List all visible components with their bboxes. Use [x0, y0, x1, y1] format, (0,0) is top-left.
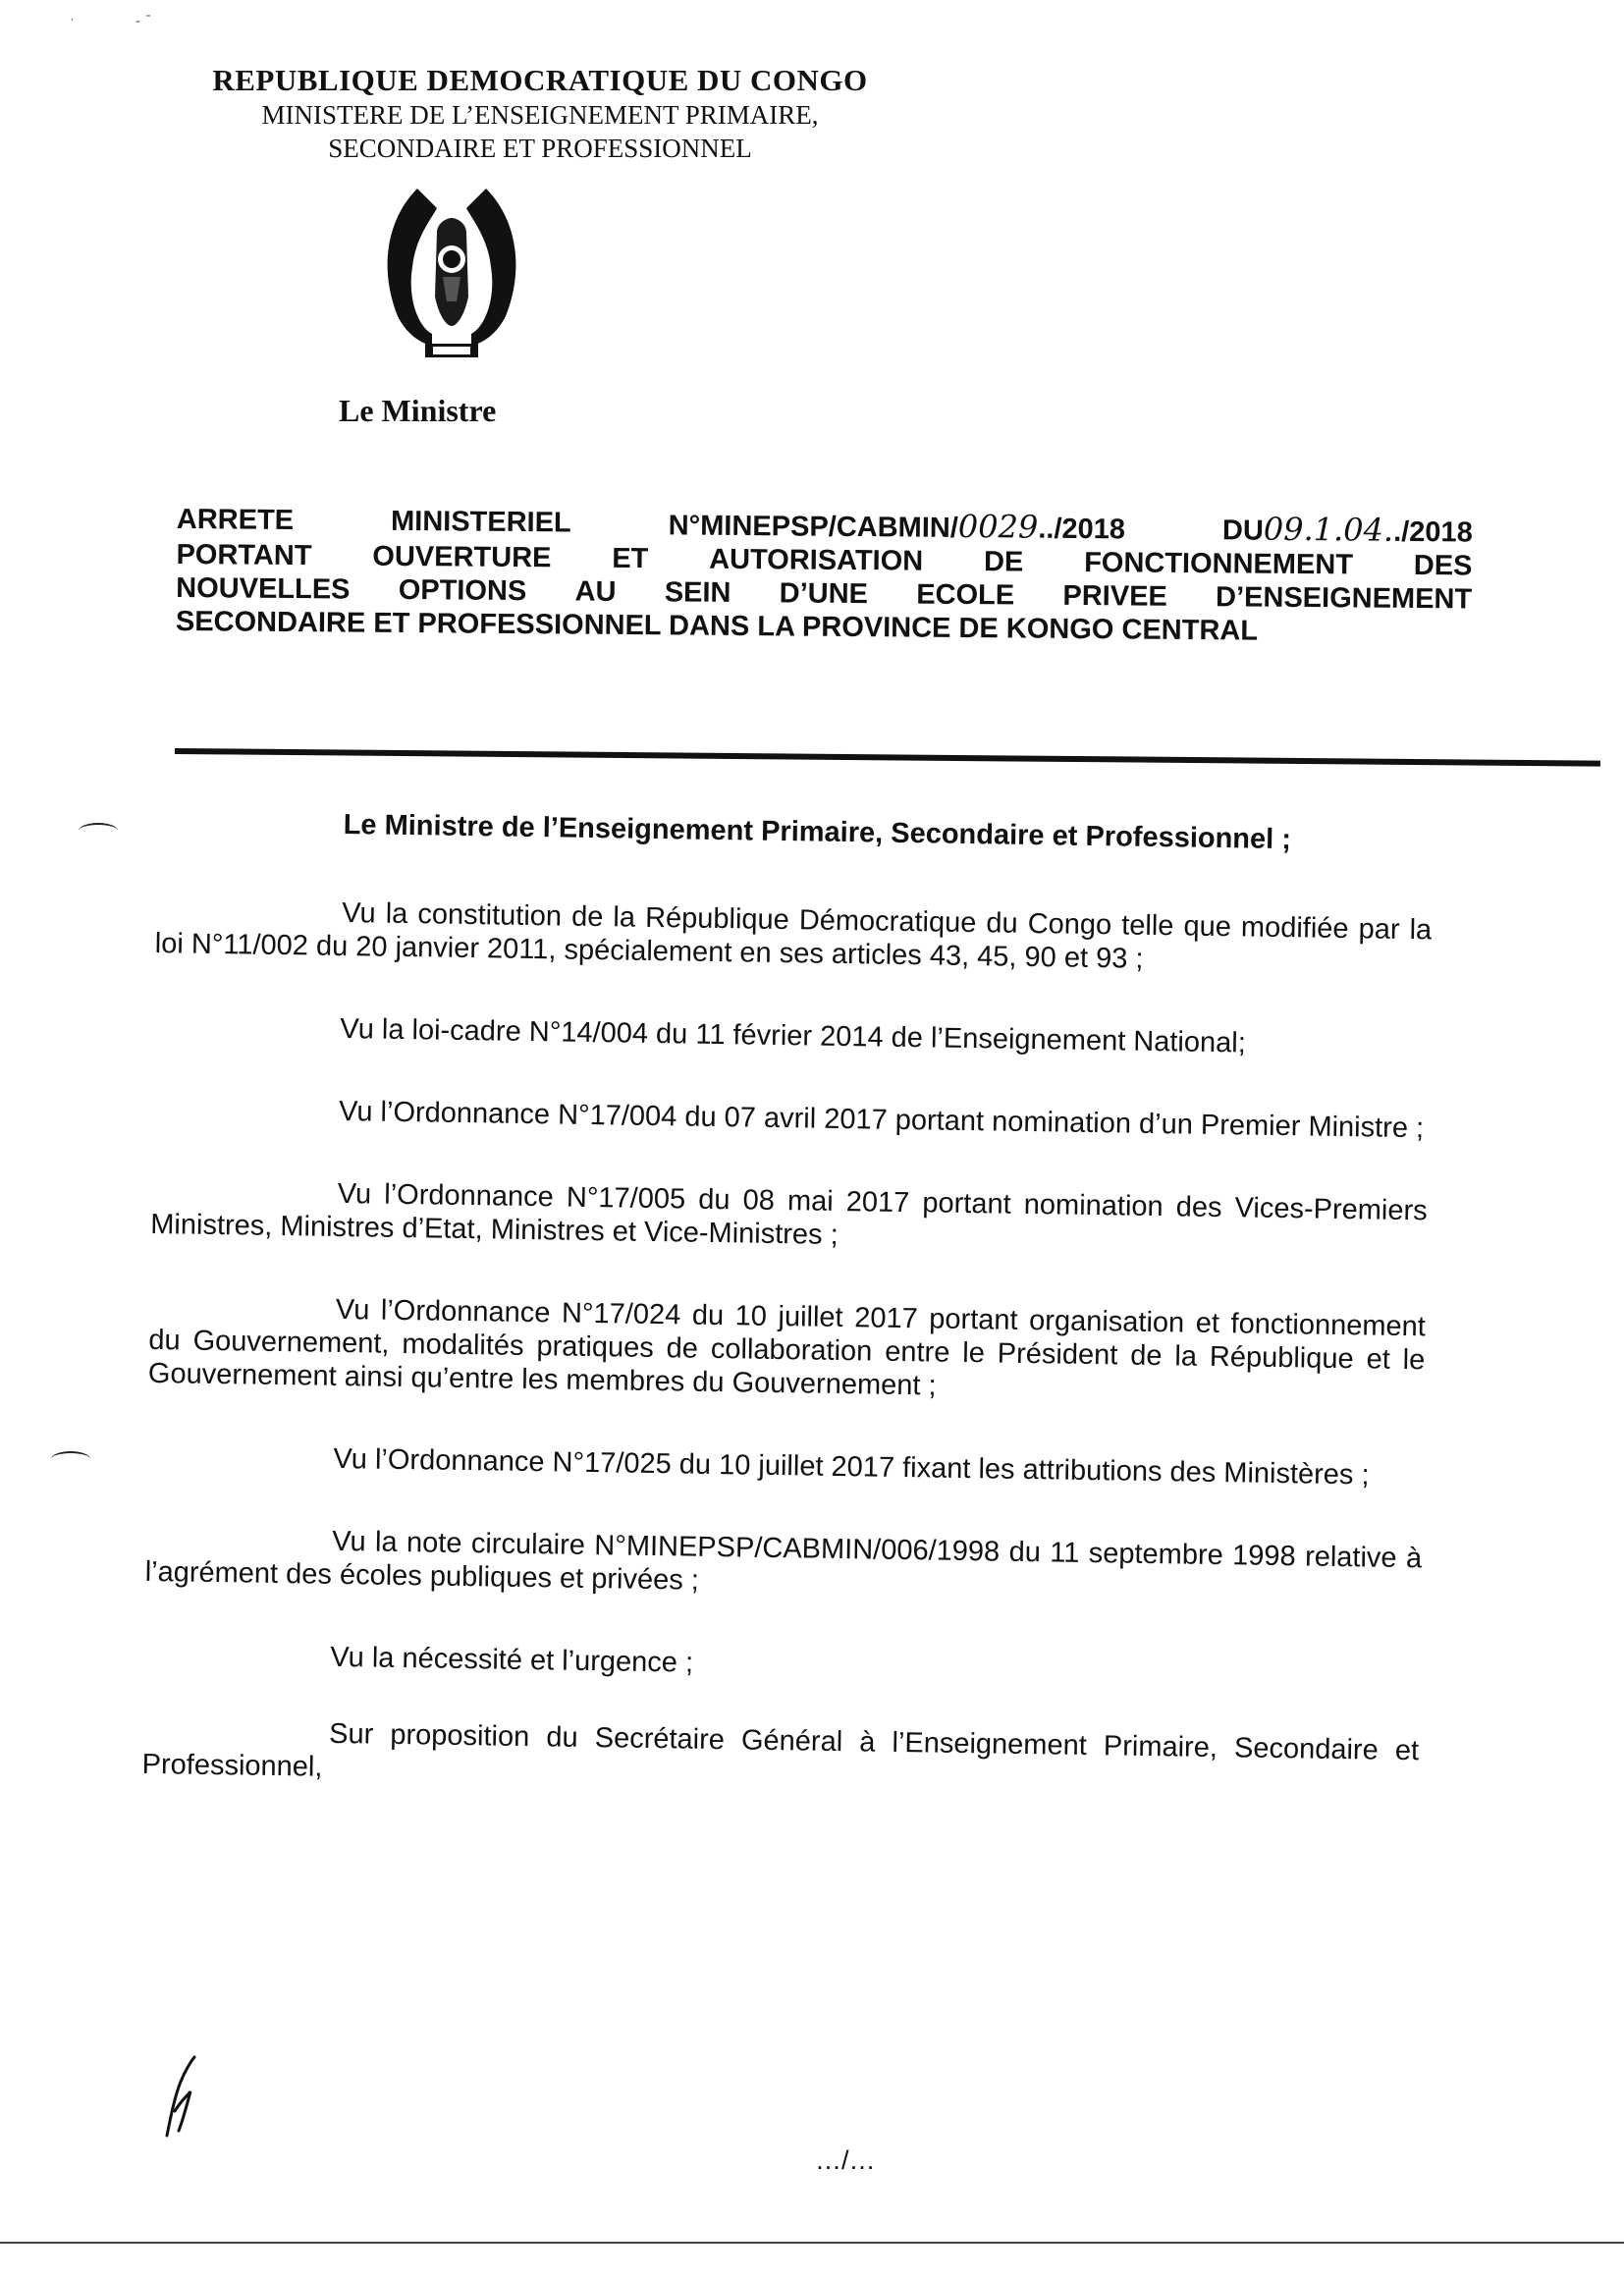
decree-year: ../2018 [1038, 513, 1126, 546]
date-year: ./2018 [1393, 515, 1473, 549]
visa-paragraph: Vu l’Ordonnance N°17/005 du 08 mai 2017 portant nomination des Vices-Premiers Ministres, Ministres d’Etat, Ministres et Vice-Ministres ; [150, 1177, 1428, 1251]
handwritten-decree-number: 0029 [957, 507, 1039, 546]
title-word: MINISTERIEL [390, 505, 571, 539]
margin-pencil-mark [79, 823, 118, 839]
margin-pencil-mark [51, 1451, 90, 1467]
coat-of-arms-emblem [378, 179, 525, 360]
scan-edge-line [0, 2242, 1624, 2244]
title-word: ET [612, 542, 649, 575]
scan-speck: - ˉ [135, 14, 152, 29]
ministry-name-line2: SECONDAIRE ET PROFESSIONNEL [328, 134, 752, 163]
title-word: AUTORISATION [709, 543, 924, 577]
visa-paragraph: Vu l’Ordonnance N°17/004 du 07 avril 2017 portant nomination d’un Premier Ministre ; [338, 1095, 1425, 1145]
visa-paragraph: Vu la constitution de la République Démocratique du Congo telle que modifiée par la loi N°11/002 du 20 janvier 2011, spécialement en ses articles 43, 45, 90 et 93 ; [154, 896, 1433, 975]
decree-number [669, 507, 1126, 546]
title-word: AU [574, 575, 617, 608]
decree-title [176, 503, 1473, 650]
title-word: DE [983, 546, 1024, 578]
initials-signature [157, 2052, 216, 2141]
title-word: PORTANT [176, 538, 312, 572]
signatory-heading: Le Ministre [339, 393, 497, 428]
title-word: ARRETE [176, 503, 295, 537]
decree-date [1222, 512, 1473, 549]
scan-speck: ˙ [69, 18, 76, 33]
page-continuation-mark: …/… [815, 2145, 876, 2175]
decree-prefix: N°MINEPSP/CABMIN/ [668, 510, 958, 544]
title-word: DES [1413, 549, 1473, 582]
title-word: FONCTIONNEMENT [1084, 547, 1354, 581]
title-line-4-text: SECONDAIRE ET PROFESSIONNEL DANS LA PROVINCE DE KONGO CENTRAL [175, 605, 1259, 647]
date-prefix: DU [1221, 515, 1264, 547]
ministry-name-line1: MINISTERE DE L’ENSEIGNEMENT PRIMAIRE, [261, 100, 819, 130]
title-word: OPTIONS [398, 573, 527, 608]
visa-paragraph: Vu l’Ordonnance N°17/024 du 10 juillet 2017 portant organisation et fonctionnement du Gouvernement, modalités pratiques de collaboration entre le Président de la République et le Gouvernement ainsi qu’entre les membres du Gouvernement ; [147, 1293, 1427, 1402]
proposal-paragraph: Sur proposition du Secrétaire Général à l’Enseignement Primaire, Secondaire et Professionnel, [141, 1717, 1420, 1783]
decree-body [141, 805, 1434, 1850]
title-divider [175, 748, 1600, 767]
visa-paragraph: Vu la loi-cadre N°14/004 du 11 février 2014 de l’Enseignement National; [340, 1012, 1247, 1059]
title-word: SEIN [664, 576, 731, 609]
title-word: D’ENSEIGNEMENT [1215, 581, 1473, 616]
visa-paragraph: Vu la note circulaire N°MINEPSP/CABMIN/006/1998 du 11 septembre 1998 relative à l’agrément des écoles publiques et privées ; [144, 1525, 1423, 1597]
title-word: D’UNE [779, 577, 869, 611]
letterhead [147, 63, 933, 165]
country-name: REPUBLIQUE DEMOCRATIQUE DU CONGO [212, 63, 868, 97]
title-word: OUVERTURE [372, 540, 552, 574]
preamble-paragraph: Le Ministre de l’Enseignement Primaire, Secondaire et Professionnel ; [343, 808, 1292, 856]
title-word: ECOLE [916, 578, 1015, 612]
visa-paragraph: Vu l’Ordonnance N°17/025 du 10 juillet 2017 fixant les attributions des Ministères ; [333, 1442, 1370, 1492]
title-word: PRIVEE [1062, 579, 1167, 613]
title-word: NOUVELLES [176, 571, 351, 606]
visa-paragraph: Vu la nécessité et l’urgence ; [330, 1641, 694, 1679]
handwritten-date: 09.1.04. [1263, 510, 1394, 549]
